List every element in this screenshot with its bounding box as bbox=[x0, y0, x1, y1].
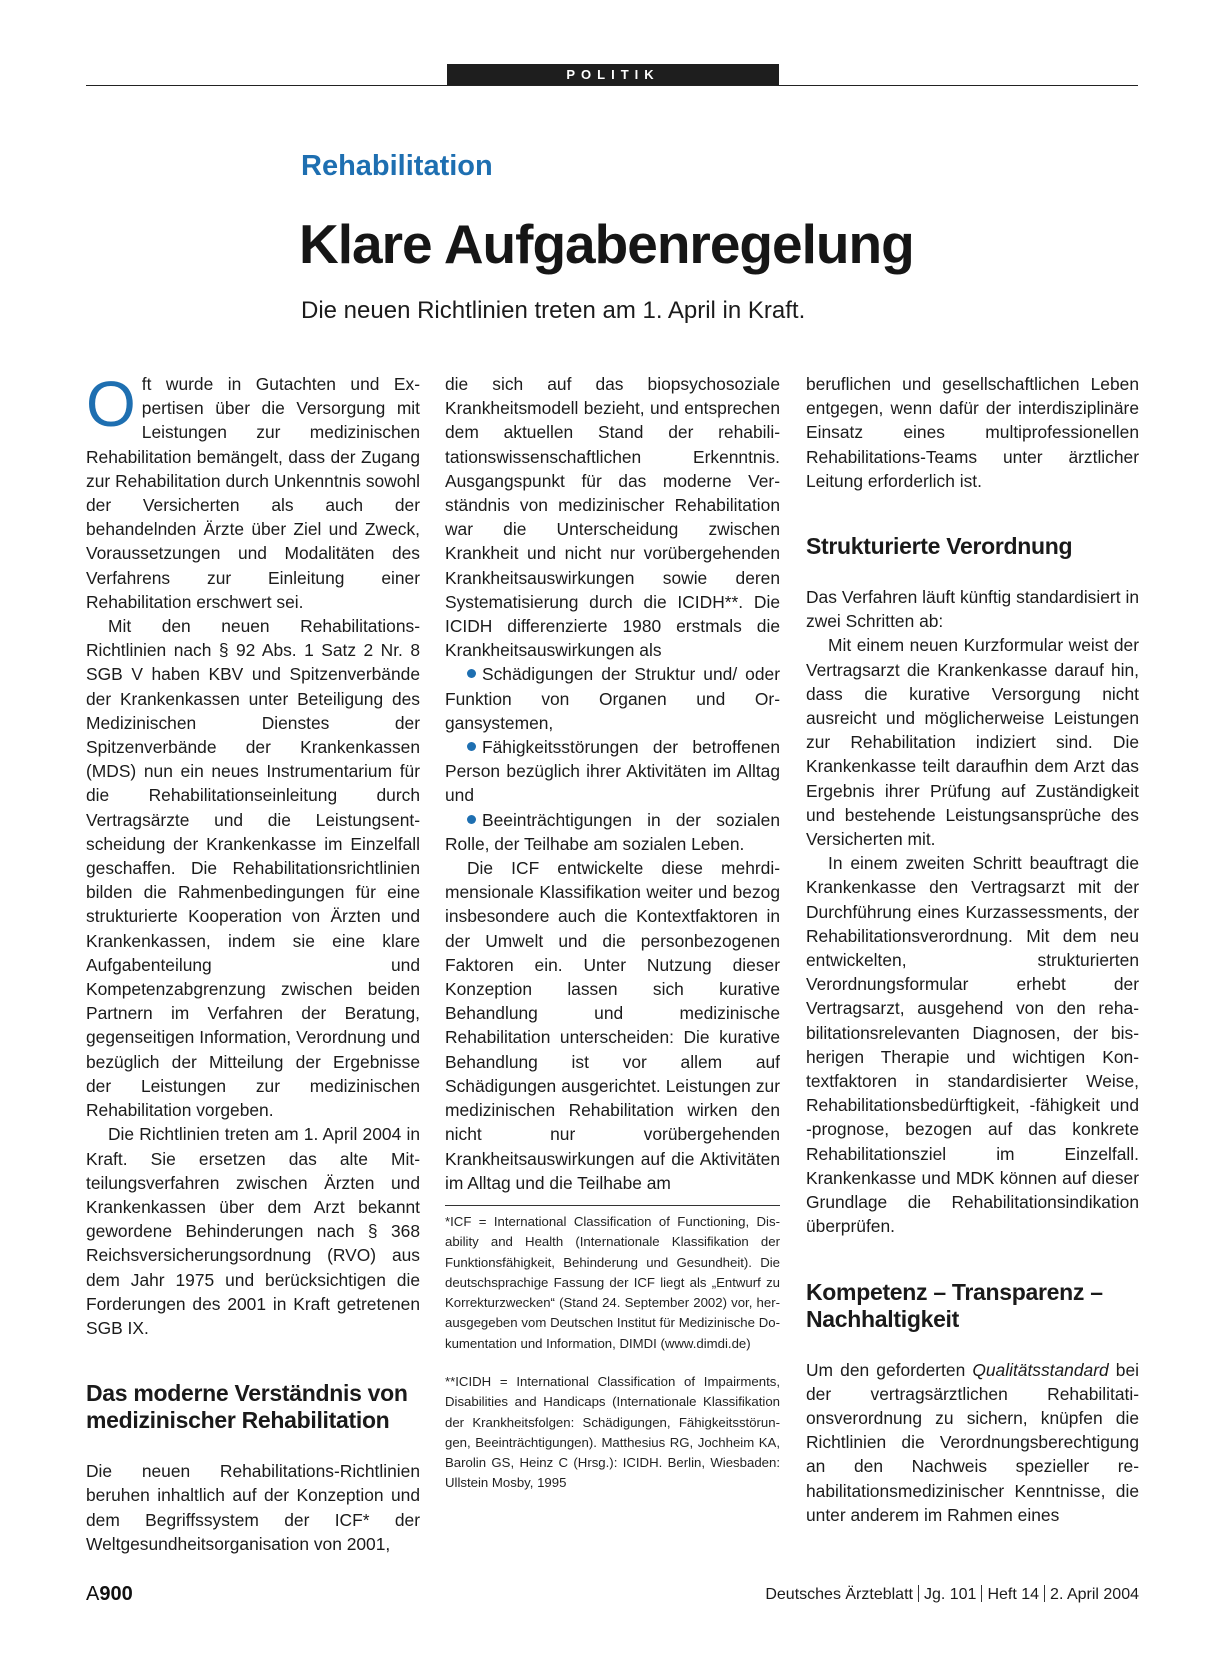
paragraph-text: ft wurde in Gutachten und Expertisen über die Versorgung mit Leistungen zur medizinischen Rehabilitation bemängelt, dass der Zugang zur Rehabilitation durch Unkenntnis sowohl der Versicherten als auch der behandelnden Ärzte über Ziel und Zweck, Voraussetzungen und Modalitäten des Verfahrens zur Einleitung einer Rehabilitation erschwert sei. bbox=[86, 374, 420, 612]
section-heading bbox=[86, 1380, 420, 1434]
page-number bbox=[86, 1583, 133, 1606]
journal-date: 2. April 2004 bbox=[1050, 1586, 1139, 1603]
drop-cap: O bbox=[86, 368, 136, 440]
top-rule bbox=[86, 85, 1138, 86]
paragraph: die sich auf das biopsychosoziale Krankheitsmodell bezieht, und entsprechen dem aktuellen Stand der rehabilitationswissenschaftlichen Erkenntnis. Ausgangspunkt für das moderne Verständnis von medizinischer Rehabilitation war die Unterscheidung zwischen Krankheit und nicht nur vorübergehenden Krankheitsauswirkungen sowie deren Systematisierung durch die ICIDH**. Die ICIDH differenzierte 1980 erstmals die Krankheitsauswirkungen als bbox=[445, 374, 780, 661]
bullet-item bbox=[445, 662, 780, 735]
bullet-item bbox=[445, 735, 780, 808]
bullet-text: Schädigungen der Struktur und/ oder Funktion von Organen und Organsystemen, bbox=[445, 664, 780, 733]
bullet-icon bbox=[467, 669, 476, 678]
article-title: Klare Aufgabenregelung bbox=[299, 213, 914, 275]
article-subtitle: Die neuen Richtlinien treten am 1. April in Kraft. bbox=[301, 297, 806, 324]
paragraph: Die Richtlinien treten am 1. April 2004 in Kraft. Sie ersetzen das alte Mitteilungsverfahren zwischen Ärzten und Krankenkassen über dem Arzt bekannt gewordene Behinderungen nach § 368 Reichsversicherungsordnung (RVO) aus dem Jahr 1975 und berücksichtigen die Forderungen des 2001 in Kraft getretenen SGB IX. bbox=[86, 1124, 420, 1338]
separator bbox=[981, 1585, 982, 1602]
section-heading-line: medizinischer Rehabilitation bbox=[86, 1407, 390, 1434]
paragraph: Die neuen Rehabilitations-Richtlinien beruhen inhaltlich auf der Konzeption und dem Begriffssystem der ICF* der Weltgesundheitsorganisation von 2001, bbox=[86, 1461, 420, 1554]
footnote-icidh: **ICIDH = International Classification of Impairments, Disabilities and Handicaps (Internationale Klassifikation der Krankheitsfolgen: Schädigungen, Fähigkeitsstörungen, Beeinträchtigungen). Matthesius RG, Jochheim KA, Barolin GS, Heinz C (Hrsg.): ICIDH. Berlin, Wiesbaden: Ullstein Mosby, 1995 bbox=[445, 1373, 780, 1491]
separator bbox=[1044, 1585, 1045, 1602]
journal-volume: Jg. 101 bbox=[923, 1586, 977, 1603]
bullet-text: Beeinträchtigungen in der sozialen Rolle, der Teilhabe am sozialen Leben. bbox=[445, 809, 780, 854]
section-heading-line: Das moderne Verständnis von bbox=[86, 1380, 408, 1407]
paragraph: Mit den neuen Rehabilitations-Richtlinien nach § 92 Abs. 1 Satz 2 Nr. 8 SGB V haben KBV und Spitzenverbände der Krankenkassen unter Beteiligung des Medizinischen Dienstes der Spitzenverbände der Krankenkassen (MDS) nun ein neues Instrumentarium für die Rehabilitationseinleitung durch Vertragsärzte und die Leistungsentscheidung der Krankenkasse im Einzelfall geschaffen. Die Rehabilitationsrichtlinien bilden die Rahmenbedingungen für eine strukturierte Kooperation von Ärzten und Krankenkassen, indem sie eine klare Aufgabenteilung und Kompetenzabgrenzung zwischen beiden Partnern im Verfahren der Beratung, gegenseitigen Information, Verordnung und bezüglich der Mitteilung der Ergebnisse der Leistungen zur medizinischen Rehabilitation vorgeben. bbox=[86, 616, 420, 1121]
paragraph bbox=[806, 1358, 1139, 1527]
journal-name: Deutsches Ärzteblatt bbox=[765, 1586, 913, 1603]
page-prefix: A bbox=[86, 1583, 100, 1605]
emphasis-text: Qualitätsstandard bbox=[972, 1359, 1109, 1380]
paragraph-text: Um den geforderten bbox=[806, 1359, 973, 1380]
column-1 bbox=[86, 368, 420, 1556]
section-heading-line: Nachhaltigkeit bbox=[806, 1305, 960, 1332]
paragraph: In einem zweiten Schritt beauftragt die Krankenkasse den Vertragsarzt mit der Durchführung eines Kurzassessments, der Rehabilitationsverordnung. Mit dem neu entwickelten, strukturierten Verordnungsformular erhebt der Vertragsarzt, ausgehend von den rehabilitationsrelevanten Diagnosen, der bisherigen Therapie und wichtigen Kontextfaktoren in standardisierter Weise, Rehabilitationsbedürftigkeit, -fähigkeit und -prognose, bezogen auf das konkrete Rehabilitationsziel im Einzelfall. Krankenkasse und MDK können auf dieser Grundlage die Rehabilitationsindikation überprüfen. bbox=[806, 853, 1139, 1237]
bullet-text: Fähigkeitsstörungen der betroffenen Person bezüglich ihrer Aktivitäten im Alltag und bbox=[445, 737, 780, 806]
section-tag: POLITIK bbox=[447, 64, 779, 85]
paragraph: beruflichen und gesellschaftlichen Leben entgegen, wenn dafür der interdisziplinäre Einsatz eines multiprofessionellen Rehabilitations-Teams unter ärztlicher Leitung erforderlich ist. bbox=[806, 374, 1139, 491]
paragraph-text: bei der vertragsärztlichen Rehabilitationsverordnung zu sichern, knüpfen die Richtlinien die Verordnungsberechtigung an den Nachweis spezieller rehabilitationsmedizinischer Kenntnisse, die unter anderem im Rahmen eines bbox=[806, 1359, 1139, 1525]
bullet-icon bbox=[467, 815, 476, 824]
journal-issue: Heft 14 bbox=[987, 1586, 1040, 1603]
bullet-icon bbox=[467, 742, 476, 751]
section-heading bbox=[806, 1279, 1139, 1333]
column-3 bbox=[806, 372, 1139, 1527]
paragraph: Das Verfahren läuft künftig standardisiert in zwei Schritten ab: bbox=[806, 587, 1139, 632]
section-heading: Strukturierte Verordnung bbox=[806, 533, 1073, 560]
page-number-value: 900 bbox=[99, 1583, 133, 1605]
paragraph: Mit einem neuen Kurzformular weist der Vertragsarzt die Krankenkasse darauf hin, dass die kurative Versorgung nicht ausreicht und möglicherweise Leistungen zur Rehabilitation indiziert sind. Die Krankenkasse teilt daraufhin dem Arzt das Ergebnis ihrer Prüfung auf Zuständigkeit und bestehende Leistungsansprüche des Versicherten mit. bbox=[806, 635, 1139, 850]
paragraph: Die ICF entwickelte diese mehrdimensionale Klassifikation weiter und bezog insbesondere auch die Kontextfaktoren in der Umwelt und die personbezogenen Faktoren ein. Unter Nutzung dieser Konzeption lassen sich kurative Behandlung und medizinische Rehabilitation unterscheiden: Die kurative Behandlung ist vor allem auf Schädigungen ausgerichtet. Leistungen zur medizinischen Rehabilitation wirken den nicht nur vorübergehenden Krankheitsauswirkungen auf die Aktivitäten im Alltag und die Teilhabe am bbox=[445, 858, 780, 1193]
footnote-icf: *ICF = International Classification of Functioning, Disability and Health (Internationale Klassifikation der Funktionsfähigkeit, Behinderung und Gesundheit). Die deutschsprachige Fassung der ICF liegt als „Entwurf zu Korrekturzwecken“ (Stand 24. September 2002) vor, herausgegeben vom Deutschen Institut für Medizinische Dokumentation und Information, DIMDI (www.dimdi.de) bbox=[445, 1213, 780, 1351]
journal-info bbox=[765, 1585, 1139, 1604]
section-heading-line: Kompetenz – Transparenz – bbox=[806, 1278, 1103, 1305]
separator bbox=[918, 1585, 919, 1602]
article-kicker: Rehabilitation bbox=[301, 150, 493, 182]
column-2 bbox=[445, 372, 780, 1494]
paragraph bbox=[86, 368, 420, 614]
bullet-item bbox=[445, 808, 780, 856]
footnote-rule bbox=[445, 1205, 780, 1206]
